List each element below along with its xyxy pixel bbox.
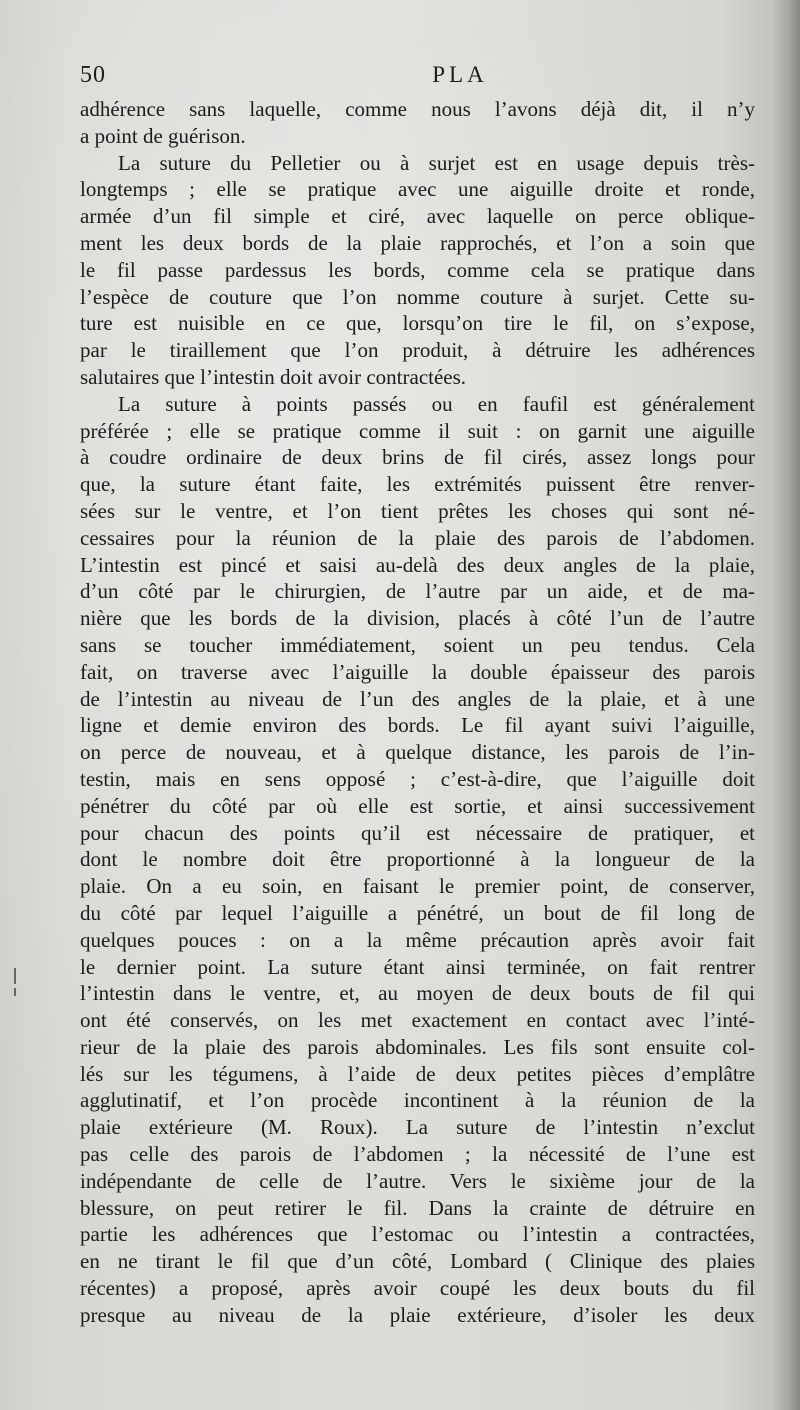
text-line: La suture du Pelletier ou à surjet est en usage depuis très-: [118, 150, 755, 175]
text-line: on perce de nouveau, et à quelque distance, les parois de l’in-: [80, 740, 755, 765]
page-number: 50: [80, 62, 106, 88]
text-line: rieur de la plaie des parois abdominales. Les fils sont ensuite col-: [80, 1034, 755, 1059]
text-line: dont le nombre doit être proportionné à la longueur de la: [80, 847, 755, 872]
text-line: adhérence sans laquelle, comme nous l’avons déjà dit, il n’y: [80, 97, 755, 121]
text-line: ont été conservés, on les met exactement en contact avec l’inté-: [80, 1008, 755, 1033]
text-line: ligne et demie environ des bords. Le fil ayant suivi l’aiguille,: [80, 713, 755, 738]
text-line: par le tiraillement que l’on produit, à détruire les adhérences: [80, 338, 755, 363]
text-line: armée d’un fil simple et ciré, avec laquelle on perce oblique-: [80, 204, 755, 229]
text-line: agglutinatif, et l’on procède incontinent à la réunion de la: [80, 1088, 755, 1113]
text-line: ment les deux bords de la plaie rapprochés, et l’on a soin que: [80, 230, 755, 255]
text-line: le fil passe pardessus les bords, comme cela se pratique dans: [80, 257, 755, 282]
margin-mark: [14, 988, 16, 996]
text-line: nière que les bords de la division, placés à côté l’un de l’autre: [80, 606, 755, 631]
text-line: que, la suture étant faite, les extrémités puissent être renver-: [80, 472, 755, 497]
text-line: fait, on traverse avec l’aiguille la double épaisseur des parois: [80, 659, 755, 684]
text-line: indépendante de celle de l’autre. Vers le sixième jour de la: [80, 1168, 755, 1193]
text-line: partie les adhérences que l’estomac ou l’intestin a contractées,: [80, 1222, 755, 1247]
text-line: de l’intestin au niveau de l’un des angles de la plaie, et à une: [80, 686, 755, 711]
text-line: longtemps ; elle se pratique avec une aiguille droite et ronde,: [80, 177, 755, 202]
page-edge-shadow: [772, 0, 800, 1410]
text-line: L’intestin est pincé et saisi au-delà des deux angles de la plaie,: [80, 552, 755, 577]
body-text: [80, 96, 755, 1329]
text-line: a point de guérison.: [80, 123, 246, 148]
text-line: pas celle des parois de l’abdomen ; la nécessité de l’une est: [80, 1142, 755, 1167]
text-line: salutaires que l’intestin doit avoir contractées.: [80, 364, 467, 389]
text-line: ture est nuisible en ce que, lorsqu’on tire le fil, on s’expose,: [80, 311, 755, 336]
running-title: PLA: [432, 62, 488, 87]
text-line: pénétrer du côté par où elle est sortie, et ainsi successivement: [80, 793, 755, 818]
text-line: à coudre ordinaire de deux brins de fil cirés, assez longs pour: [80, 445, 755, 470]
text-line: sées sur le ventre, et l’on tient prêtes les choses qui sont né-: [80, 498, 755, 523]
text-line: blessure, on peut retirer le fil. Dans la crainte de détruire en: [80, 1195, 755, 1220]
text-line: récentes) a proposé, après avoir coupé les deux bouts du fil: [80, 1276, 755, 1301]
text-line: l’espèce de couture que l’on nomme couture à surjet. Cette su-: [80, 284, 755, 309]
text-line: du côté par lequel l’aiguille a pénétré, un bout de fil long de: [80, 900, 755, 925]
text-line: sans se toucher immédiatement, soient un peu tendus. Cela: [80, 632, 755, 657]
text-line: presque au niveau de la plaie extérieure, d’isoler les deux: [80, 1302, 755, 1327]
text-line: plaie extérieure (M. Roux). La suture de l’intestin n’exclut: [80, 1115, 755, 1140]
text-line: le dernier point. La suture étant ainsi terminée, on fait rentrer: [80, 954, 755, 979]
text-line: plaie. On a eu soin, en faisant le premier point, de conserver,: [80, 874, 755, 899]
text-line: d’un côté par le chirurgien, de l’autre par un aide, et de ma-: [80, 579, 755, 604]
text-line: lés sur les tégumens, à l’aide de deux petites pièces d’emplâtre: [80, 1061, 755, 1086]
text-line: cessaires pour la réunion de la plaie des parois de l’abdomen.: [80, 525, 755, 550]
text-line: pour chacun des points qu’il est nécessaire de pratiquer, et: [80, 820, 755, 845]
text-line: l’intestin dans le ventre, et, au moyen de deux bouts de fil qui: [80, 981, 755, 1006]
text-line: préférée ; elle se pratique comme il suit : on garnit une aiguille: [80, 418, 755, 443]
running-head: [80, 62, 760, 94]
text-line: testin, mais en sens opposé ; c’est-à-dire, que l’aiguille doit: [80, 766, 755, 791]
text-line: La suture à points passés ou en faufil est généralement: [118, 391, 755, 416]
margin-mark: [14, 968, 16, 984]
text-line: quelques pouces : on a la même précaution après avoir fait: [80, 927, 755, 952]
text-line: en ne tirant le fil que d’un côté, Lombard ( Clinique des plaies: [80, 1249, 755, 1274]
